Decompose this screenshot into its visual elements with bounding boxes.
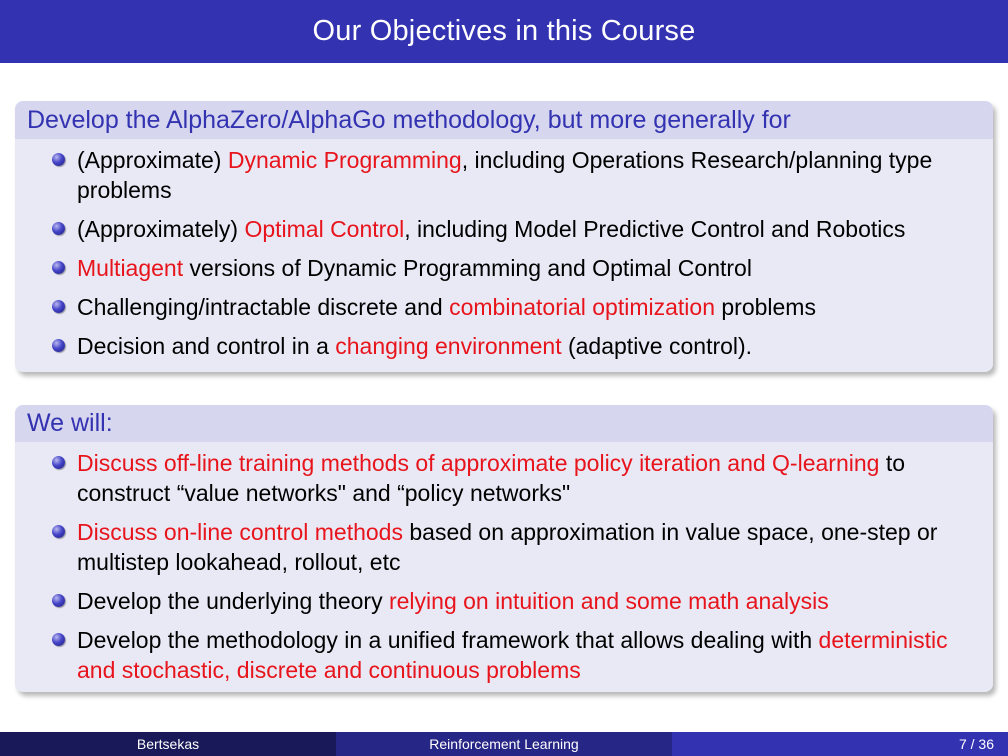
ball-bullet-icon	[52, 153, 65, 166]
objectives-block	[15, 101, 993, 372]
title-bar	[0, 0, 1008, 63]
footer-bar	[0, 732, 1008, 756]
footer-course: Reinforcement Learning	[336, 732, 672, 756]
plan-heading-text: We will:	[27, 409, 113, 437]
list-item: Multiagent versions of Dynamic Programming and Optimal Control	[15, 253, 983, 283]
ball-bullet-icon	[52, 222, 65, 235]
footer-author: Bertsekas	[0, 732, 336, 756]
ball-bullet-icon	[52, 261, 65, 274]
ball-bullet-icon	[52, 594, 65, 607]
ball-bullet-icon	[52, 525, 65, 538]
ball-bullet-icon	[52, 633, 65, 646]
objectives-block-body	[15, 139, 993, 361]
list-item: Discuss off-line training methods of approximate policy iteration and Q-learning to construct “value networks" and “policy networks"	[15, 448, 983, 508]
ball-bullet-icon	[52, 300, 65, 313]
slide-title: Our Objectives in this Course	[312, 15, 696, 47]
objectives-heading-text: Develop the AlphaZero/AlphaGo methodology, but more generally for	[27, 105, 791, 134]
list-item: Develop the methodology in a unified framework that allows dealing with deterministic and stochastic, discrete and continuous problems	[15, 625, 983, 685]
list-item: Decision and control in a changing environment (adaptive control).	[15, 331, 983, 361]
list-item: Challenging/intractable discrete and combinatorial optimization problems	[15, 292, 983, 322]
plan-list	[15, 448, 983, 685]
plan-block	[15, 405, 993, 692]
list-item: (Approximately) Optimal Control, including Model Predictive Control and Robotics	[15, 214, 983, 244]
footer-page-number: 7 / 36	[672, 732, 1008, 756]
plan-block-body	[15, 442, 993, 685]
list-item: Discuss on-line control methods based on approximation in value space, one-step or multistep lookahead, rollout, etc	[15, 517, 983, 577]
ball-bullet-icon	[52, 456, 65, 469]
objectives-list	[15, 145, 983, 361]
plan-block-heading	[15, 405, 993, 442]
ball-bullet-icon	[52, 339, 65, 352]
objectives-block-heading	[15, 101, 993, 139]
list-item: Develop the underlying theory relying on intuition and some math analysis	[15, 586, 983, 616]
list-item: (Approximate) Dynamic Programming, including Operations Research/planning type problems	[15, 145, 983, 205]
